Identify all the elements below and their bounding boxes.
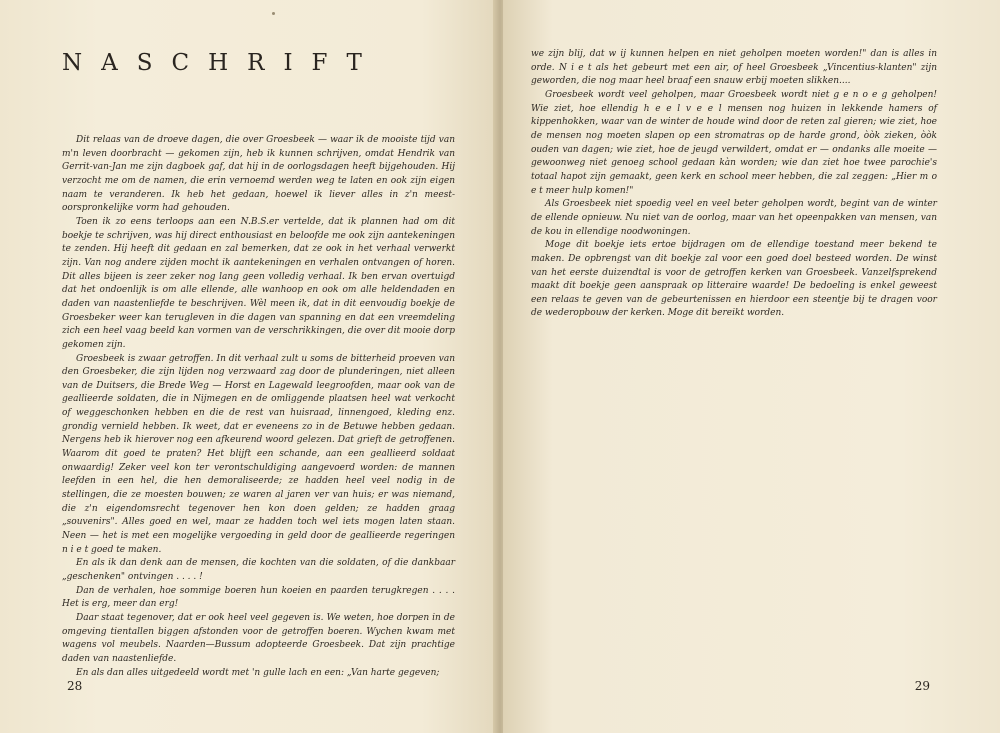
paragraph: En als ik dan denk aan de mensen, die kochten van die soldaten, of die dankbaar „geschenken" ontvingen . . . . ! xyxy=(62,558,455,582)
paragraph: Daar staat tegenover, dat er ook heel veel gegeven is. We weten, hoe dorpen in de omgeving tientallen biggen afstonden voor de getroffen boeren. Wychen kwam met wagens vol meubels. Naarden—Bussum adopteerde Groesbeek. Dat zijn prachtige daden van naastenliefde. xyxy=(62,612,455,664)
paragraph: Moge dit boekje iets ertoe bijdragen om de ellendige toestand meer bekend te maken. De opbrengst van dit boekje zal voor een goed doel besteed worden. De winst van het eerste duizendtal is voor de getroffen kerken van Groesbeek. Vanzelfsprekend maakt dit boekje geen aanspraak op litteraire waarde! De bedoeling is enkel geweest een relaas te geven van de gebeurtenissen en hierdoor een steentje bij te dragen voor de wederopbouw der kerken. Moge dit bereikt worden. xyxy=(531,240,937,319)
paragraph: we zijn blij, dat w ij kunnen helpen en niet geholpen moeten worden!" dan is alles in orde. N i e t als het gebeurt met een air, of heel Groesbeek „Vincentius-klanten" zijn geworden, die nog maar heel braaf een snauw erbij moeten slikken.... xyxy=(531,49,937,87)
page-number-right: 29 xyxy=(914,679,930,693)
paragraph: Groesbeek wordt veel geholpen, maar Groesbeek wordt niet g e n o e g geholpen! Wie ziet, hoe ellendig h e e l v e e l mensen nog huizen in lekkende hamers of kippenhokken, waar van de winter de houde wind door de reten zal gieren; wie ziet, hoe de mensen nog moeten slapen op een stromatras op de harde grond, òòk zieken, òòk ouden van dagen; wie ziet, hoe de jeugd verwildert, omdat er — ondanks alle moeite — gewoonweg niet genoeg school gedaan kàn worden; wie dan ziet hoe twee parochie's totaal hapot zijn gemaakt, geen kerk en school meer hebben, die zal zeggen: „Hier m o e t meer hulp komen!" xyxy=(531,89,937,196)
left-body-text xyxy=(62,134,455,680)
ink-spot xyxy=(272,12,275,15)
paragraph: Dan de verhalen, hoe sommige boeren hun koeien en paarden terugkregen . . . . Het is erg, meer dan erg! xyxy=(62,585,455,610)
paragraph: Als Groesbeek niet spoedig veel en veel beter geholpen wordt, begint van de winter de ellende opnieuw. Nu niet van de oorlog, maar van het opeenpakken van mensen, van de kou in ellendige noodwoningen. xyxy=(531,199,937,237)
left-page xyxy=(0,0,497,733)
page-title: NASCHRIFT xyxy=(62,50,381,76)
paragraph: Toen ik zo eens terloops aan een N.B.S.er vertelde, dat ik plannen had om dit boekje te schrijven, was hij direct enthousiast en beloofde me ook zijn aantekeningen te zenden. Hij heeft dit gedaan en zal bemerken, dat ze ook in het verhaal verwerkt zijn. Van nog andere zijden mocht ik aantekeningen en verhalen ontvangen of horen. Dit alles bijeen is zeer zeker nog lang geen volledig verhaal. Ik ben ervan overtuigd dat het ondoenlijk is om alle ellende, alle wanhoop en ook om alle heldendaden en daden van naastenliefde te beschrijven. Wèl meen ik, dat in dit eenvoudig boekje de Groesbeker weer kan terugleven in die dagen van spanning en dat een vreemdeling zich een heel vaag beeld kan vormen van de verschrikkingen, die over dit mooie dorp gekomen zijn. xyxy=(62,216,455,350)
paragraph: Dit relaas van de droeve dagen, die over Groesbeek — waar ik de mooiste tijd van m'n leven doorbracht — gekomen zijn, heb ik kunnen schrijven, omdat Hendrik van Gerrit-van-Jan me zijn dagboek gaf, dat hij in de oorlogsdagen heeft bijgehouden. Hij verzocht me om de namen, die erin vernoemd werden weg te laten en ook zijn eigen naam te veranderen. Ik heb het gedaan, hoewel ik liever alles in z'n meest-oorspronkelijke vorm had gehouden. xyxy=(62,135,455,214)
page-number-left: 28 xyxy=(67,679,83,693)
right-body-text xyxy=(531,48,937,321)
paragraph: Groesbeek is zwaar getroffen. In dit verhaal zult u soms de bitterheid proeven van den Groesbeker, die zijn lijden nog verzwaard zag door de plunderingen, niet alleen van de Duitsers, die Brede Weg — Horst en Lagewald leegroofden, maar ook van de geallieerde soldaten, die in Nijmegen en de omliggende plaatsen heel wat verkocht of weggeschonken hebben en die de rest van huisraad, linnengoed, kleding enz. grondig vernield hebben. Ik weet, dat er eveneens zo in de Betuwe hebben gedaan. Nergens heb ik hierover nog een afkeurend woord gelezen. Dat grieft de getroffenen. Waarom dit goed te praten? Het blijft een schande, aan een geallieerd soldaat onwaardig! Zeker veel kon ter verontschuldiging aangevoerd worden: de mannen leefden in een hel, die hen demoraliseerde; ze hadden heel veel nodig in de stellingen, die ze moesten bouwen; ze waren al jaren ver van huis; er was niemand, die z'n eigendomsrecht tegenover hen kon doen gelden; ze hadden graag „souvenirs". Alles goed en wel, maar ze hadden toch wel iets mogen laten staan. Neen — het is met een mogelijke vergoeding in geld door de geallieerde regeringen n i e t goed te maken. xyxy=(62,353,455,555)
right-page xyxy=(503,0,1000,733)
paragraph: En als dan alles uitgedeeld wordt met 'n gulle lach en een: „Van harte gegeven; xyxy=(76,667,440,678)
